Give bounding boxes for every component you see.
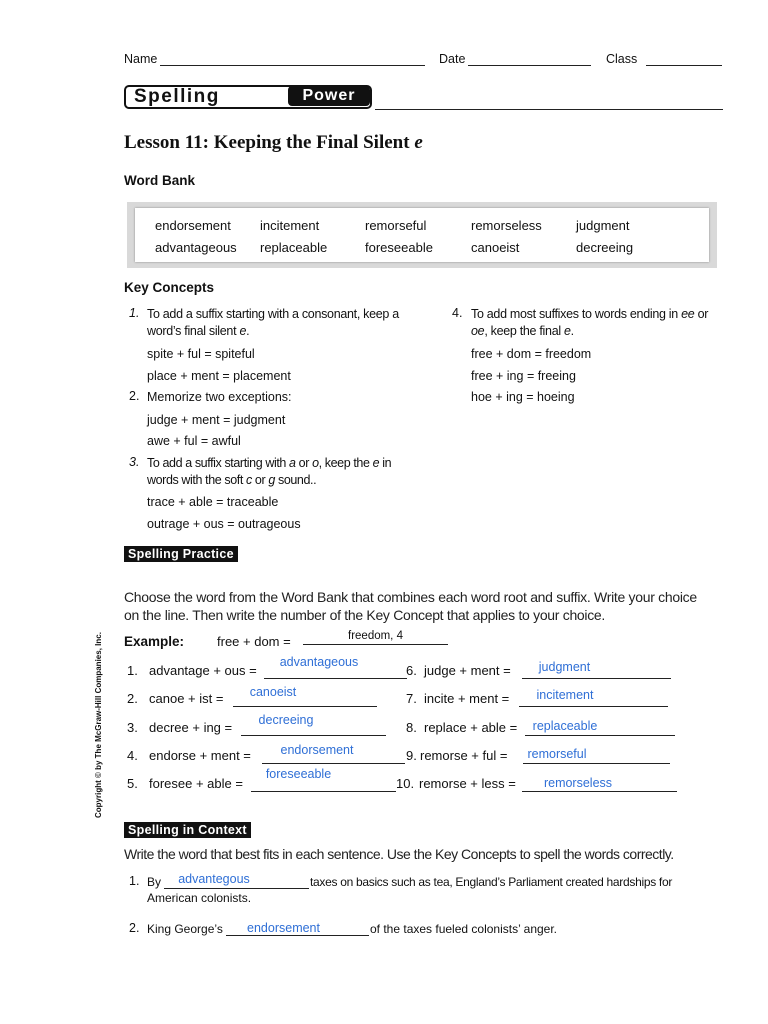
spelling-practice-banner: Spelling Practice [124,546,238,562]
practice-item-answer: foreseeable [265,767,332,781]
practice-item-prompt: judge + ment = [424,663,511,678]
concept-1-text: To add a suffix starting with a consonant, keep a word’s final silent e. [147,307,399,338]
practice-item-prompt: advantage + ous = [149,663,257,678]
word-bank-word: decreeing [576,240,634,255]
sentence-1-answer: advantegous [178,872,250,886]
practice-instructions-line-1: Choose the word from the Word Bank that combines each word root and suffix. Write your choice [124,589,697,605]
word-bank-word: remorseful [365,218,427,233]
header-rule [375,108,723,110]
practice-item-number: 6. [406,663,417,678]
sentence-2-post: of the taxes fueled colonists’ anger. [370,922,558,936]
practice-item-number: 5. [127,776,138,791]
logo-word-power: Power [288,86,370,106]
practice-item-number: 3. [127,720,138,735]
concept-3-example-1: trace + able = traceable [147,495,279,509]
concept-3-example-2: outrage + ous = outrageous [147,517,301,531]
word-bank-word: advantageous [155,240,237,255]
practice-item-prompt: remorse + less = [419,776,516,791]
date-line[interactable] [468,52,591,66]
practice-item-answer: endorsement [280,743,354,757]
practice-item-answer: judgment [538,660,591,674]
practice-item-answer: canoeist [249,685,297,699]
name-label: Name [124,52,158,66]
concept-1-number: 1. [129,306,140,320]
concept-2-example-1: judge + ment = judgment [147,413,286,427]
copyright-notice: Copyright © by The McGraw-Hill Companies, Inc. [94,632,103,818]
lesson-title: Lesson 11: Keeping the Final Silent e [124,132,423,153]
practice-item-number: 7. [406,691,417,706]
practice-item-number: 9. [406,748,417,763]
practice-item-answer: remorseless [543,776,613,790]
sentence-2-answer: endorsement [247,921,320,935]
date-label: Date [439,52,466,66]
practice-item-prompt: canoe + ist = [149,691,224,706]
sentence-1-continuation: American colonists. [147,891,252,905]
practice-item-number: 4. [127,748,138,763]
practice-item-prompt: remorse + ful = [420,748,508,763]
word-bank-box [127,202,717,268]
sentence-1-number: 1. [129,874,140,888]
concept-4-example-1: free + dom = freedom [471,347,592,361]
practice-item-answer: incitement [536,688,594,702]
concept-3-number: 3. [129,455,140,469]
class-line[interactable] [646,52,722,66]
word-bank-word: incitement [260,218,320,233]
example-label: Example: [124,634,185,649]
practice-item-number: 2. [127,691,138,706]
class-label: Class [606,52,638,66]
spelling-power-logo [124,85,374,111]
sentence-2-number: 2. [129,921,140,935]
name-line[interactable] [160,52,425,66]
concept-1-example-2: place + ment = placement [147,369,291,383]
concept-1-example-1: spite + ful = spiteful [147,347,255,361]
concept-4-text: To add most suffixes to words ending in ee or oe, keep the final e. [471,307,709,338]
word-bank-word: judgment [576,218,630,233]
word-bank-word: remorseless [471,218,542,233]
sentence-2-pre: King George’s [147,922,223,936]
word-bank-word: endorsement [155,218,231,233]
concept-4-number: 4. [452,306,463,320]
practice-item-number: 8. [406,720,417,735]
word-bank-word: canoeist [471,240,520,255]
practice-item-answer: remorseful [527,747,587,761]
practice-item-prompt: replace + able = [424,720,518,735]
practice-instructions-line-2: on the line. Then write the number of the Key Concept that applies to your choice. [124,607,606,623]
sentence-1-pre: By [147,875,162,889]
practice-item-answer: replaceable [532,719,598,733]
logo-word-spelling: Spelling [134,86,220,107]
concept-2-number: 2. [129,389,140,403]
concept-4-example-2: free + ing = freeing [471,369,576,383]
spelling-in-context-banner: Spelling in Context [124,822,251,838]
practice-item-prompt: foresee + able = [149,776,243,791]
concept-4-example-3: hoe + ing = hoeing [471,390,575,404]
word-bank-title: Word Bank [124,173,196,188]
example-answer: freedom, 4 [348,630,403,642]
concept-2-text: Memorize two exceptions: [147,390,292,404]
practice-item-number: 10. [396,776,415,791]
word-bank-word: foreseeable [365,240,433,255]
concept-2-example-2: awe + ful = awful [147,434,241,448]
practice-item-prompt: endorse + ment = [149,748,251,763]
practice-item-prompt: decree + ing = [149,720,233,735]
practice-item-prompt: incite + ment = [424,691,510,706]
concept-3-text: To add a suffix starting with a or o, keep the e in words with the soft c or g sound.. [147,456,392,487]
word-bank-word: replaceable [260,240,328,255]
example-prompt: free + dom = [217,634,291,649]
practice-item-number: 1. [127,663,138,678]
sentence-1-post: taxes on basics such as tea, England’s Parliament created hardships for [310,875,673,889]
context-instructions: Write the word that best fits in each sentence. Use the Key Concepts to spell the words correctly. [124,846,674,862]
key-concepts-title: Key Concepts [124,280,215,295]
practice-item-answer: decreeing [258,713,314,727]
practice-item-answer: advantageous [279,655,359,669]
